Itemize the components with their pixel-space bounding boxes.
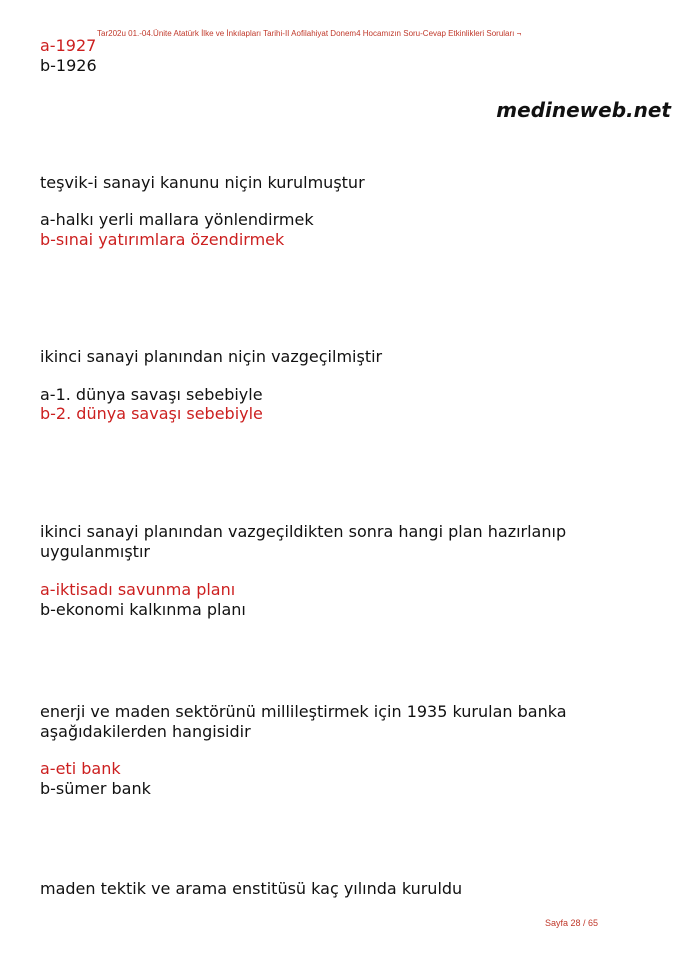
question-option-a: a-halkı yerli mallara yönlendirmek — [40, 210, 314, 229]
question-option-a: a-1. dünya savaşı sebebiyle — [40, 385, 263, 404]
running-header — [97, 29, 521, 38]
answer-option-b: b-1926 — [40, 56, 97, 75]
question-option-b-answer: b-sınai yatırımlara özendirmek — [40, 230, 285, 249]
running-header-mark: ¬ — [516, 29, 522, 38]
answer-option-a: a-1927 — [40, 36, 97, 55]
running-header-title: Tar202u 01.-04.Ünite Atatürk İlke ve İnkılapları Tarihi-II Aofilahiyat Donem4 Hocamızın Soru-Cevap Etkinlikleri Soruları — [97, 29, 515, 38]
question-text: ikinci sanayi planından vazgeçildikten sonra hangi plan hazırlanıp uygulanmıştır — [40, 522, 567, 561]
question-option-b: b-ekonomi kalkınma planı — [40, 600, 246, 619]
question-text: ikinci sanayi planından niçin vazgeçilmiştir — [40, 347, 383, 366]
question-option-b-answer: b-2. dünya savaşı sebebiyle — [40, 404, 263, 423]
question-option-a-answer: a-iktisadı savunma planı — [40, 580, 236, 599]
page-number: Sayfa 28 / 65 — [545, 918, 599, 928]
question-text: enerji ve maden sektörünü millileştirmek için 1935 kurulan banka aşağıdakilerden hangisidir — [40, 702, 567, 741]
question-option-a-answer: a-eti bank — [40, 759, 121, 778]
question-text: maden tektik ve arama enstitüsü kaç yılında kuruldu — [40, 879, 463, 898]
site-watermark: medineweb.net — [496, 98, 671, 122]
question-text: teşvik-i sanayi kanunu niçin kurulmuştur — [40, 173, 365, 192]
question-option-b: b-sümer bank — [40, 779, 151, 798]
